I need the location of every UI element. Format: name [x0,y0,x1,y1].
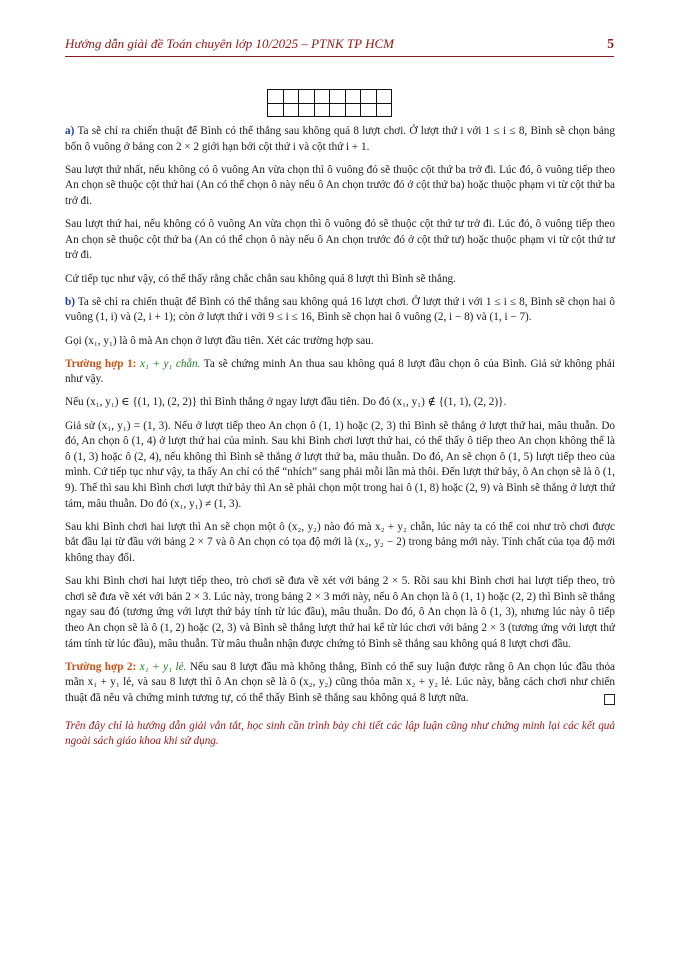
case-1-paragraph [65,357,615,388]
case-1-text: Ta sẽ chứng minh An thua sau không quá 8 lượt đầu chọn ô của Bình. Giả sử không phải như vậy. [65,357,615,386]
paragraph: Sau lượt thứ hai, nếu không có ô vuông An vừa chọn thì ô vuông đó sẽ thuộc cột thứ tư trở đi. Lúc đó, ô vuông tiếp theo An chọn sẽ thuộc cột thứ ba (An có thể chọn ô này nếu ô An chọn trước đó ở cột thứ tư) hoặc thuộc phạm vi từ cột thứ tư trở đi. [65,218,615,262]
page-number: 5 [607,36,614,51]
case-1-condition: x₁ + y₁ chẵn. [139,357,201,370]
case-2-text: Nếu sau 8 lượt đầu mà không thắng, Bình có thể suy luận được rằng ô An chọn lúc đầu thỏa mãn x₁ + y₁ lẻ, và sau 8 lượt thì ô An chọn sẽ là ô (x₂, y₂) cũng thỏa mãn x₂ + y₂ lẻ. Lúc này, bằng cách chơi như chiến thuật đã nêu và chứng minh tương tự, có thể thấy Bình sẽ thắng sau không quá 8 lượt nữa. [65,660,616,704]
paragraph: Sau khi Bình chơi hai lượt tiếp theo, trò chơi sẽ đưa về xét với bảng 2 × 5. Rồi sau khi Bình chơi hai lượt tiếp theo, trò chơi sẽ đưa về xét với bản 2 × 3. Lúc này, trong bảng 2 × 3 mới này, nếu ô An chọn là ô (1, 1) hoặc (2, 2) thì Bình sẽ thắng ngay sau đó (tương ứng với lượt thứ bảy tính từ lúc đầu), mâu thuẫn. Do đó, ô An chọn là ô (1, 3), nhưng lúc này ô tiếp theo An chọn sẽ là ô (1, 2) hoặc (2, 3) và Bình sẽ thắng lượt thứ hai kể từ lúc chơi với bảng 2 × 3 (tương ứng với lượt thứ tám tính từ lúc đầu), mâu thuẫn. Từ mâu thuẫn nhận được chứng tỏ Bình sẽ thắng sau không quá 8 lượt chơi đầu. [65,575,615,650]
grid-row [268,103,392,117]
part-a-paragraph [65,124,615,155]
paragraph: Gọi (x₁, y₁) là ô mà An chọn ở lượt đầu tiên. Xét các trường hợp sau. [65,334,374,347]
part-a-label: a) [65,125,75,137]
grid-row [268,90,392,104]
paragraph: Sau khi Bình chơi hai lượt thì An sẽ chọn một ô (x₂, y₂) nào đó mà x₂ + y₂ chẵn, lúc này ta có thể coi như trò chơi được bắt đầu lại từ đầu với bảng 2 × 7 và ô An chọn có tọa độ mới là (x₂, y₂ − 2) trong bảng mới này. Tính chất của tọa độ mới không thay đổi. [65,520,615,564]
board-2x8-figure [267,89,392,117]
case-2-condition: x₁ + y₁ lẻ. [139,660,187,673]
solution-body [65,124,615,757]
part-b-paragraph [65,295,615,326]
qed-box-icon [604,694,615,705]
document-title: Hướng dẫn giải đề Toán chuyên lớp 10/2025 – PTNK TP HCM [65,36,395,51]
part-b-label: b) [65,295,75,308]
case-2-paragraph [65,660,615,707]
paragraph: Cứ tiếp tục như vậy, có thể thấy rằng chắc chắn sau không quá 8 lượt thì Bình sẽ thắng. [65,272,456,285]
paragraph: Sau lượt thứ nhất, nếu không có ô vuông An vừa chọn thì ô vuông đó sẽ thuộc cột thứ ba trở đi. Lúc đó, ô vuông tiếp theo An chọn sẽ thuộc cột thứ hai (An có thể chọn ô này nếu ô An chọn trước đó ở cột thứ ba) hoặc thuộc phạm vi từ cột thứ ba trở đi. [65,163,615,207]
case-1-label: Trường hợp 1: [65,357,137,370]
footnote-note: Trên đây chỉ là hướng dẫn giải vắn tắt, học sinh cần trình bày chi tiết các lập luận cũng như chứng minh lại các kết quả ngoài sách giáo khoa khi sử dụng. [65,719,615,748]
case-2-label: Trường hợp 2: [65,660,137,673]
part-b-text: Ta sẽ chỉ ra chiến thuật để Bình có thể thắng sau không quá 16 lượt chơi. Ở lượt thứ i với 1 ≤ i ≤ 8, Bình sẽ chọn hai ô vuông (1, i) và (2, i + 1); còn ở lượt thứ i với 9 ≤ i ≤ 16, Bình sẽ chọn hai ô vuông (2, i − 8) và (1, i − 7). [65,295,615,324]
part-a-text: Ta sẽ chỉ ra chiến thuật để Bình có thể thắng sau không quá 8 lượt chơi. Ở lượt thứ i với 1 ≤ i ≤ 8, Bình sẽ chọn bảng bốn ô vuông ở bảng con 2 × 2 giới hạn bởi cột thứ i và cột thứ i + 1. [65,125,615,153]
paragraph: Nếu (x₁, y₁) ∈ {(1, 1), (2, 2)} thì Bình thắng ở ngay lượt đầu tiên. Do đó (x₁, y₁) ∉ {(1, 1), (2, 2)}. [65,396,507,409]
page-header [65,36,614,57]
paragraph: Giả sử (x₁, y₁) = (1, 3). Nếu ở lượt tiếp theo An chọn ô (1, 1) hoặc (2, 3) thì Bình sẽ thắng ở lượt thứ hai, mâu thuẫn. Do đó, An chọn ô (1, 4) ở lượt thứ hai của mình. Sau khi Bình chơi lượt thứ hai, có thể thấy ô tiếp theo An chọn không thể là ô (1, 3) hoặc ô (2, 4), nếu không thì Bình sẽ thắng ở lượt thứ ba, mâu thuẫn. Do đó, An sẽ chọn ô (1, 5) lượt tiếp theo của mình. Cứ tiếp tục như vậy, ta thấy An chỉ có thể “nhích” sang phải mỗi lần mà thôi. Đến lượt thứ bảy, ô An chọn sẽ là ô (1, 9). Thế thì sau khi Bình chơi lượt thứ bảy thì An sẽ phải chọn một trong hai ô (1, 8) hoặc (2, 9) và Bình sẽ thắng ở lượt thứ tám, mâu thuẫn. Do đó (x₁, y₁) ≠ (1, 3). [65,419,615,510]
